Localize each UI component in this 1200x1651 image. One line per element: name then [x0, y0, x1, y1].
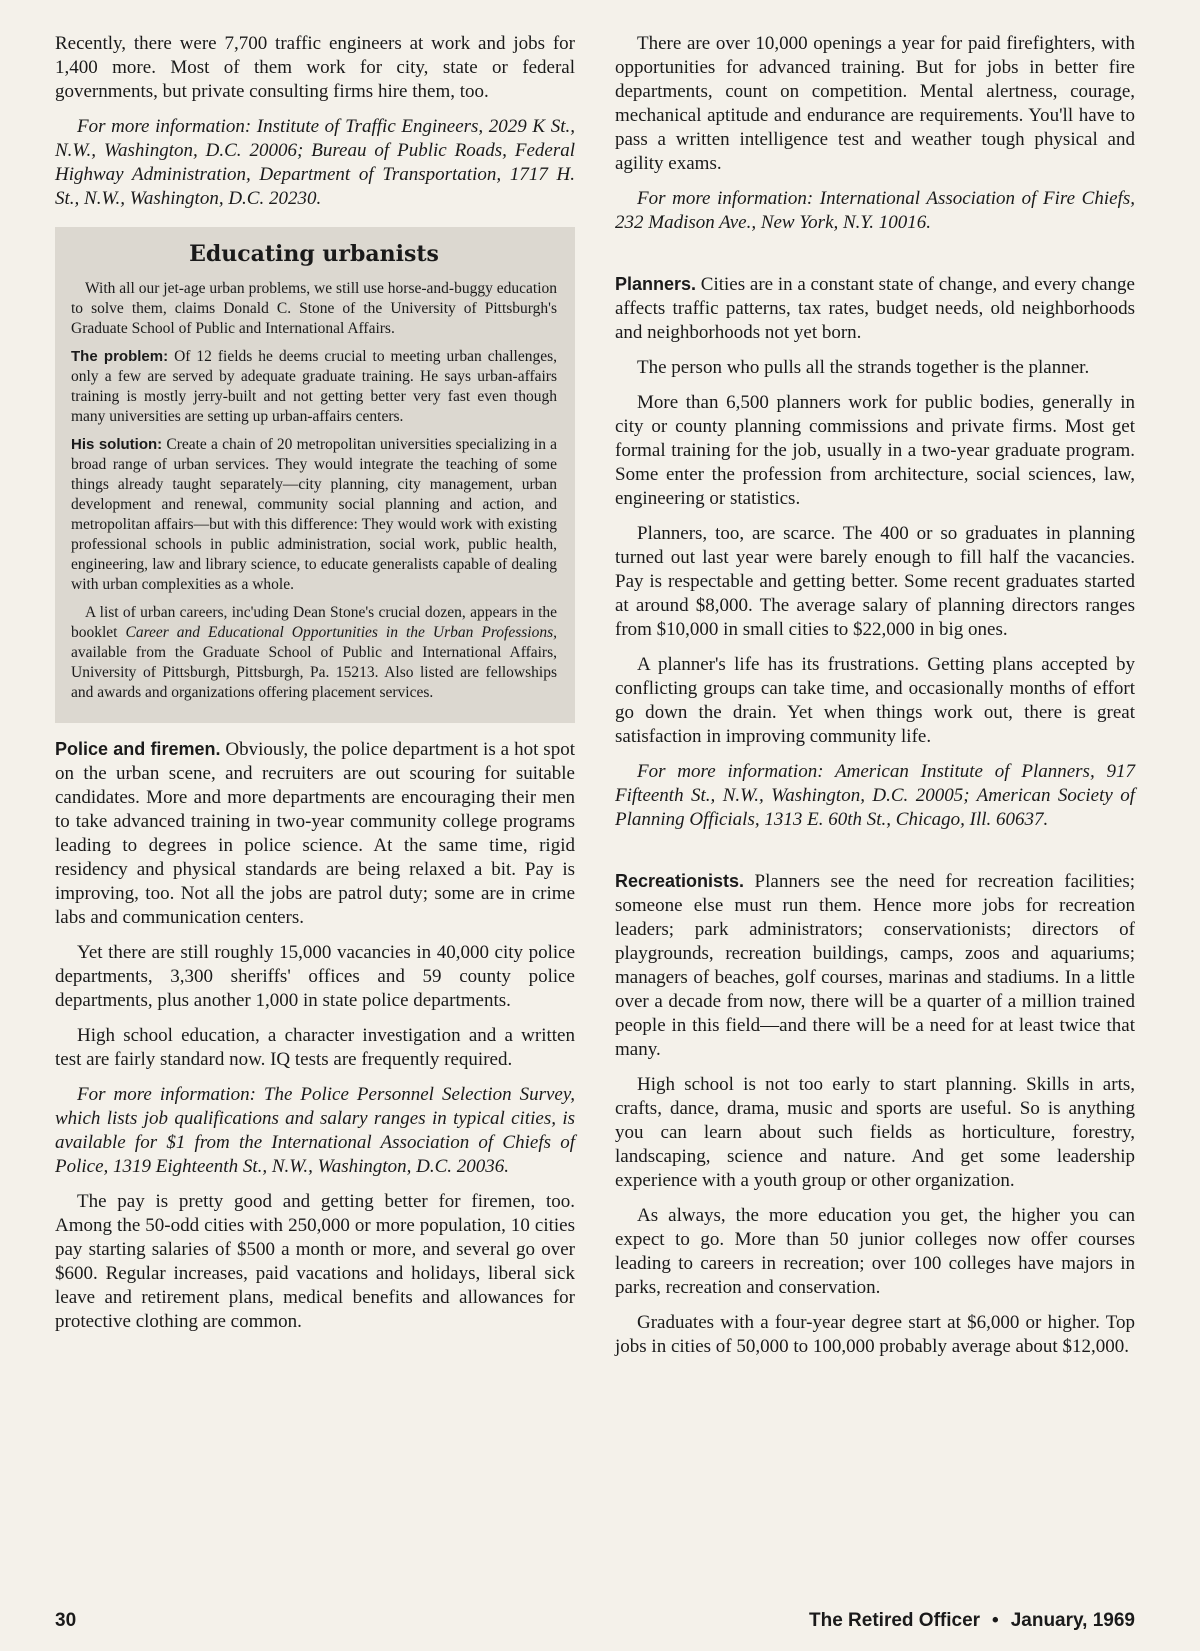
problem-lead: The problem: [71, 348, 169, 365]
left-column [55, 32, 575, 1345]
closing-pre: A list of urban careers, inc'uding Dean Stone's crucial dozen, appears in the booklet [71, 604, 557, 641]
issue-date: January, 1969 [1010, 1610, 1135, 1631]
planners-para4: Planners, too, are scarce. The 400 or so graduates in planning turned out last year were barely enough to fill half the vacancies. Pay is respectable and getting better. Some recent graduates started at around $8,000. The average salary of planning directors ranges from $10,000 in small cities to $22,000 in big ones. [615, 523, 1135, 640]
recreation-paragraph [615, 869, 1135, 1062]
booklet-title: Career and Educational Opportunities in the Urban Professions, [125, 624, 557, 641]
sidebar-title: Educating urbanists [189, 241, 439, 267]
police-lead: Police and firemen. [55, 739, 221, 759]
traffic-paragraph: Recently, there were 7,700 traffic engineers at work and jobs for 1,400 more. Most of them work for city, state or federal governments, but private consulting firms hire them, too. [55, 33, 575, 102]
planners-paragraph [615, 272, 1135, 345]
sidebar-solution [71, 435, 557, 595]
police-requirements: High school education, a character investigation and a written test are fairly standard now. IQ tests are frequently required. [55, 1025, 575, 1070]
planners-para5: A planner's life has its frustrations. Getting plans accepted by conflicting groups can take time, and occasionally months of effort go down the drain. Yet when things work out, there is great satisfaction in improving community life. [615, 654, 1135, 747]
page-number: 30 [55, 1610, 77, 1631]
sidebar-problem [71, 347, 557, 427]
planners-text: Cities are in a constant state of change, and every change affects traffic patterns, tax rates, budget needs, old neighborhoods and neighborhoods not yet born. [615, 274, 1135, 343]
recreation-text: Planners see the need for recreation facilities; someone else must run them. Hence more jobs for recreation leaders; park administrators; conservationists; directors of playgrounds, recreation buildings, camps, zoos and aquariums; managers of beaches, golf courses, marinas and stadiums. In a little over a decade from now, there will be a quarter of a million trained people in this field—and there will be a need for at least twice that many. [615, 871, 1135, 1060]
police-vacancies: Yet there are still roughly 15,000 vacancies in 40,000 city police departments, 3,300 sheriffs' offices and 59 county police departments, plus another 1,000 in state police departments. [55, 942, 575, 1011]
problem-text: Of 12 fields he deems crucial to meeting urban challenges, only a few are served by adequate graduate training. He says urban-affairs training is mostly jerry-built and not getting better very fast even though many universities are setting up urban-affairs centers. [71, 348, 557, 425]
planners-para2: The person who pulls all the strands together is the planner. [637, 357, 1090, 378]
fire-info: For more information: International Association of Fire Chiefs, 232 Madison Ave., New York, N.Y. 10016. [615, 188, 1135, 233]
sidebar-closing [71, 603, 557, 703]
page-footer [55, 1610, 1135, 1638]
traffic-info: For more information: Institute of Traffic Engineers, 2029 K St., N.W., Washington, D.C. 20006; Bureau of Public Roads, Federal Highway Administration, Department of Transportation, 1717 H. St., N.W., Washington, D.C. 20230. [55, 116, 575, 209]
recreation-para3: As always, the more education you get, the higher you can expect to go. More than 50 junior colleges now offer courses leading to careers in recreation; over 100 colleges have majors in parks, recreation and conservation. [615, 1205, 1135, 1298]
firemen-pay: The pay is pretty good and getting better for firemen, too. Among the 50-odd cities with 250,000 or more population, 10 cities pay starting salaries of $500 a month or more, and several go over $600. Regular increases, paid vacations and holidays, liberal sick leave and retirement plans, medical benefits and allowances for protective clothing are common. [55, 1191, 575, 1332]
planners-lead: Planners. [615, 274, 697, 294]
police-info: For more information: The Police Personnel Selection Survey, which lists job qualifications and salary ranges in typical cities, is available for $1 from the International Association of Chiefs of Police, 1319 Eighteenth St., N.W., Washington, D.C. 20036. [55, 1084, 575, 1177]
sidebar-intro: With all our jet-age urban problems, we still use horse-and-buggy education to solve them, claims Donald C. Stone of the University of Pittsburgh's Graduate School of Public and International Affairs. [71, 280, 557, 337]
publication-name: The Retired Officer [809, 1610, 981, 1631]
publication-line [809, 1610, 1135, 1632]
solution-lead: His solution: [71, 436, 163, 453]
planners-para3: More than 6,500 planners work for public bodies, generally in city or county planning commissions and private firms. Most get formal training for the job, usually in a two-year graduate program. Some enter the profession from architecture, social sciences, law, engineering or statistics. [615, 392, 1135, 509]
solution-text: Create a chain of 20 metropolitan universities specializing in a broad range of urban services. They would integrate the teaching of some things already taught separately—city planning, city management, urban development and renewal, community social planning and action, and metropolitan affairs—but with this difference: They would work with existing professional schools in public administration, social work, public health, engineering, law and library science, to educate generalists capable of dealing with urban complexities as a whole. [71, 436, 558, 593]
police-paragraph [55, 737, 575, 930]
planners-info: For more information: American Institute of Planners, 917 Fifteenth St., N.W., Washington, D.C. 20005; American Society of Planning Officials, 1313 E. 60th St., Chicago, Ill. 60637. [615, 761, 1135, 830]
recreation-para4: Graduates with a four-year degree start at $6,000 or higher. Top jobs in cities of 50,000 to 100,000 probably average about $12,000. [615, 1312, 1135, 1357]
recreation-lead: Recreationists. [615, 871, 745, 891]
right-column [615, 32, 1135, 1370]
closing-post: available from the Graduate School of Public and International Affairs, University of Pittsburgh, Pittsburgh, Pa. 15213. Also listed are fellowships and awards and organizations offering placement services. [71, 644, 557, 701]
fire-paragraph: There are over 10,000 openings a year for paid firefighters, with opportunities for advanced training. But for jobs in better fire departments, count on competition. Mental alertness, courage, mechanical aptitude and endurance are requirements. You'll have to pass a written intelligence test and weather tough physical and agility exams. [615, 33, 1135, 174]
bullet-separator: • [992, 1610, 999, 1631]
police-text: Obviously, the police department is a hot spot on the urban scene, and recruiters are out scouring for suitable candidates. More and more departments are encouraging their men to take advanced training in two-year community college programs leading to degrees in police science. At the same time, rigid residency and physical standards are being relaxed a bit. Pay is improving, too. Not all the jobs are patrol duty; some are in crime labs and communication centers. [55, 739, 575, 928]
recreation-para2: High school is not too early to start planning. Skills in arts, crafts, dance, drama, music and sports are useful. So is anything you can learn about such fields as horticulture, forestry, landscaping, science and nature. And get some leadership experience with a youth group or other organization. [615, 1074, 1135, 1191]
educating-urbanists-sidebar [55, 227, 575, 723]
